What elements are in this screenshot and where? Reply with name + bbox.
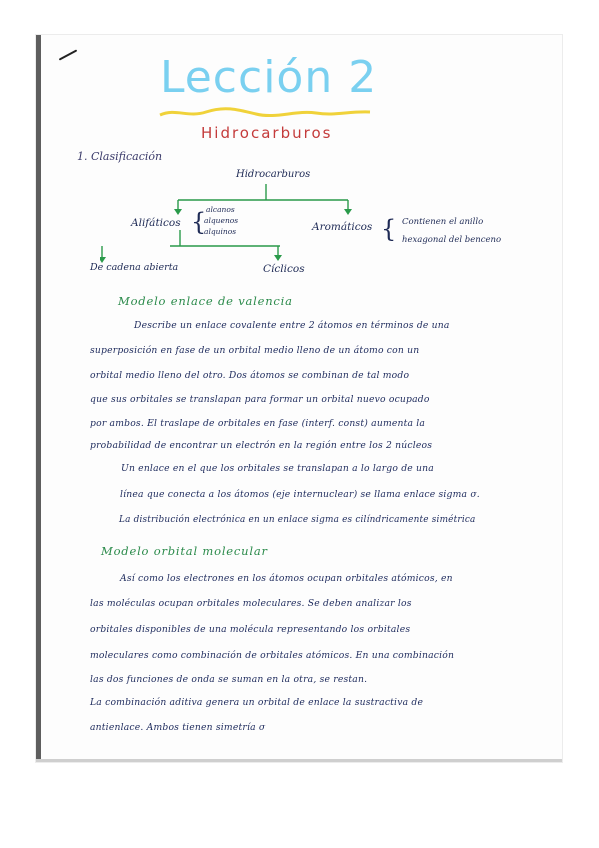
diagram-open-chain: De cadena abierta <box>90 262 179 273</box>
text-line: La combinación aditiva genera un orbital de enlace la sustractiva de <box>90 697 424 708</box>
text-line: línea que conecta a los átomos (eje internuclear) se llama enlace sigma σ. <box>120 489 480 500</box>
page-subtitle: Hidrocarburos <box>201 124 333 142</box>
aromatic-desc-1: Contienen el anillo <box>402 217 484 227</box>
aliphatic-sub-1: alcanos <box>206 205 235 214</box>
aliphatic-sub-2: alquenos <box>204 216 239 225</box>
aromatic-desc-2: hexagonal del benceno <box>402 235 502 245</box>
page-edge <box>36 35 41 762</box>
text-line: que sus orbitales se translapan para formar un orbital nuevo ocupado <box>90 394 430 405</box>
section-heading: 1. Clasificación <box>77 150 163 163</box>
page-bottom-edge <box>36 759 562 762</box>
brace-right: { <box>381 215 397 243</box>
text-line: moleculares como combinación de orbitales atómicos. En una combinación <box>90 650 455 661</box>
text-line: probabilidad de encontrar un electrón en la región entre los 2 núcleos <box>90 440 433 451</box>
text-line: Describe un enlace covalente entre 2 átomos en términos de una <box>134 320 450 331</box>
text-line: La distribución electrónica en un enlace sigma es cilíndricamente simétrica <box>119 515 476 525</box>
text-line: las dos funciones de onda se suman en la otra, se restan. <box>90 674 368 685</box>
diagram-root: Hidrocarburos <box>236 169 311 180</box>
page-title: Lección 2 <box>160 52 378 103</box>
title-underline <box>158 106 373 120</box>
text-line: antienlace. Ambos tienen simetría σ <box>90 722 266 733</box>
aliphatic-sub-3: alquinos <box>204 227 237 236</box>
molecular-heading: Modelo orbital molecular <box>101 544 268 558</box>
text-line: superposición en fase de un orbital medio lleno de un átomo con un <box>90 345 420 356</box>
text-line: orbital medio lleno del otro. Dos átomos se combinan de tal modo <box>90 370 410 381</box>
valence-heading: Modelo enlace de valencia <box>118 294 293 308</box>
text-line: las moléculas ocupan orbitales moleculares. Se deben analizar los <box>90 598 412 609</box>
text-line: por ambos. El traslape de orbitales en fase (interf. const) aumenta la <box>90 418 426 429</box>
text-line: Un enlace en el que los orbitales se translapan a lo largo de una <box>121 463 434 474</box>
diagram-aliphatic: Alifáticos <box>131 217 181 229</box>
diagram-aromatic: Aromáticos <box>312 221 373 233</box>
text-line: orbitales disponibles de una molécula representando los orbitales <box>90 624 411 635</box>
brace-left: { <box>191 208 207 236</box>
text-line: Así como los electrones en los átomos ocupan orbitales atómicos, en <box>120 573 453 584</box>
diagram-cyclic: Cíclicos <box>263 263 305 275</box>
